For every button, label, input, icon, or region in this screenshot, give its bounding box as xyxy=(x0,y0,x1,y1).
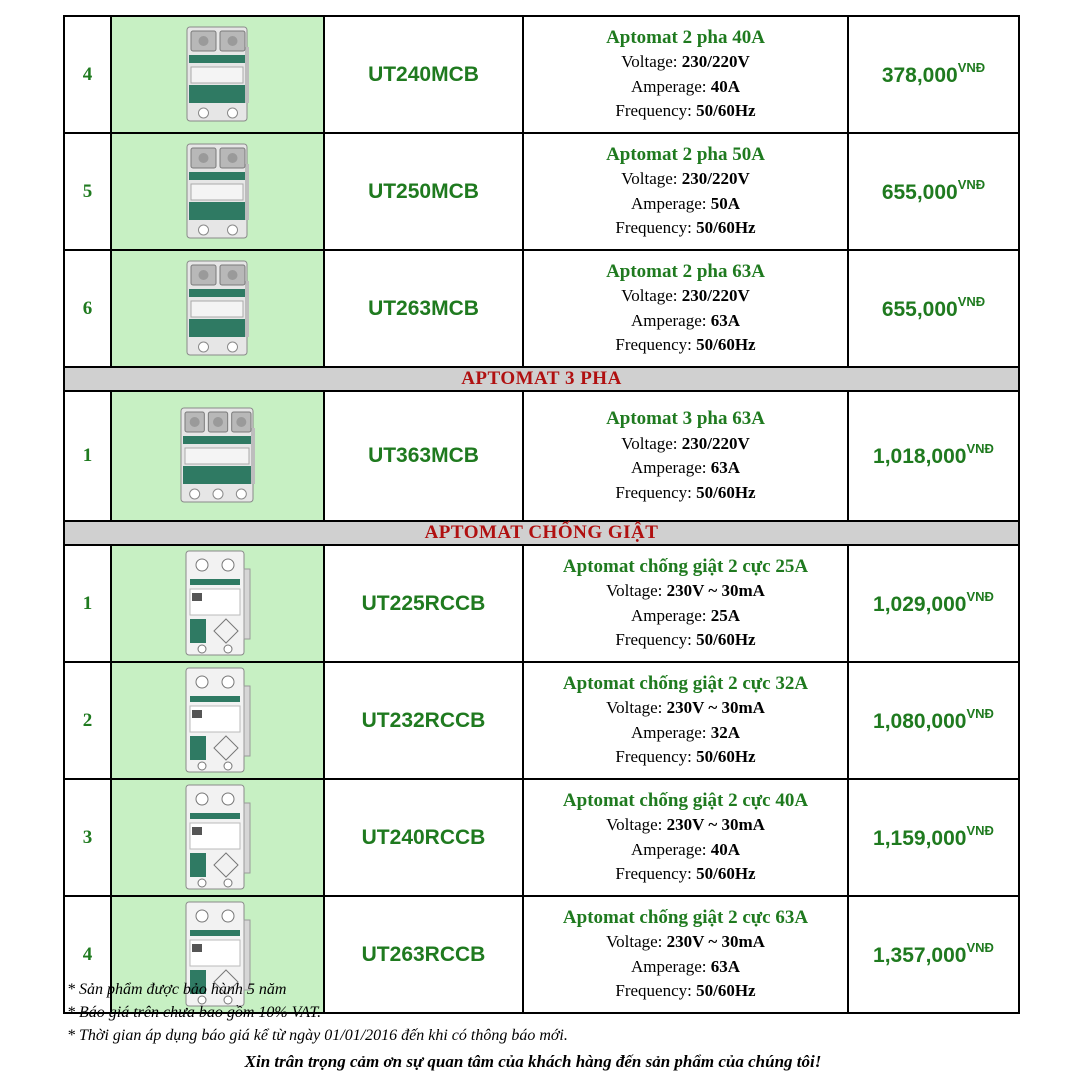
voltage-label: Voltage: xyxy=(621,433,678,453)
rccb-breaker-icon xyxy=(182,549,254,659)
product-image xyxy=(111,16,324,133)
spec-title: Aptomat chống giật 2 cực 25A xyxy=(562,555,809,577)
frequency-value: 50/60Hz xyxy=(696,747,756,766)
price-value: 1,018,000 xyxy=(873,445,967,468)
voltage-value: 230V ~ 30mA xyxy=(666,698,765,717)
voltage-value: 230V ~ 30mA xyxy=(666,815,765,834)
amperage-label: Amperage: xyxy=(630,722,707,742)
section-header-rccb: APTOMAT CHỐNG GIẬT xyxy=(64,521,1019,545)
voltage-label: Voltage: xyxy=(606,581,663,600)
frequency-value: 50/60Hz xyxy=(696,335,756,354)
spec-cell xyxy=(523,391,848,521)
row-number: 4 xyxy=(64,896,111,1013)
table-row xyxy=(64,16,1019,133)
amperage-label: Amperage: xyxy=(630,193,707,213)
amperage-value: 32A xyxy=(710,722,741,742)
amperage-label: Amperage: xyxy=(630,839,707,859)
product-image xyxy=(111,391,324,521)
table-row xyxy=(64,391,1019,521)
frequency-label: Frequency: xyxy=(615,218,692,237)
section-row xyxy=(64,521,1019,545)
spec-cell xyxy=(523,133,848,250)
price-value: 655,000 xyxy=(881,297,958,321)
section-row xyxy=(64,367,1019,391)
price-cell xyxy=(848,662,1019,779)
note-vat: * Báo giá trên chưa bao gồm 10% VAT. xyxy=(67,1004,322,1021)
amperage-label: Amperage: xyxy=(630,956,707,976)
section-header-3-phase: APTOMAT 3 PHA xyxy=(64,367,1019,391)
voltage-value: 230/220V xyxy=(681,433,750,453)
price-cell xyxy=(848,779,1019,896)
voltage-label: Voltage: xyxy=(621,286,678,305)
price-cell xyxy=(848,391,1019,521)
model-code: UT250MCB xyxy=(324,133,523,250)
product-image xyxy=(111,662,324,779)
table-row xyxy=(64,133,1019,250)
voltage-value: 230/220V xyxy=(681,52,750,71)
price-table xyxy=(63,15,1020,1014)
amperage-label: Amperage: xyxy=(630,310,707,330)
model-code: UT225RCCB xyxy=(324,545,523,662)
frequency-value: 50/60Hz xyxy=(696,630,756,649)
model-code: UT363MCB xyxy=(324,391,523,521)
currency-unit: VNĐ xyxy=(966,939,994,955)
spec-cell xyxy=(523,662,848,779)
spec-title: Aptomat 2 pha 63A xyxy=(606,260,765,282)
amperage-label: Amperage: xyxy=(630,76,707,96)
voltage-label: Voltage: xyxy=(606,815,663,834)
spec-title: Aptomat chống giật 2 cực 32A xyxy=(562,672,809,694)
frequency-label: Frequency: xyxy=(615,630,692,649)
currency-unit: VNĐ xyxy=(957,293,986,309)
amperage-value: 63A xyxy=(710,956,741,976)
amperage-value: 40A xyxy=(710,839,741,859)
voltage-value: 230V ~ 30mA xyxy=(666,581,765,600)
row-number: 4 xyxy=(64,16,111,133)
row-number: 5 xyxy=(64,133,111,250)
mcb-breaker-icon xyxy=(185,259,251,359)
price-value: 1,357,000 xyxy=(873,943,967,967)
note-validity: * Thời gian áp dụng báo giá kể từ ngày 01/01/2016 đến khi có thông báo mới. xyxy=(67,1027,568,1044)
frequency-label: Frequency: xyxy=(615,335,692,354)
row-number: 6 xyxy=(64,250,111,367)
amperage-value: 63A xyxy=(710,458,741,477)
table-row xyxy=(64,779,1019,896)
row-number: 1 xyxy=(64,545,111,662)
frequency-value: 50/60Hz xyxy=(696,218,756,237)
mcb-breaker-icon xyxy=(185,142,251,242)
price-cell xyxy=(848,250,1019,367)
currency-unit: VNĐ xyxy=(966,705,994,721)
frequency-value: 50/60Hz xyxy=(696,482,756,502)
voltage-value: 230/220V xyxy=(681,169,750,188)
frequency-value: 50/60Hz xyxy=(696,864,756,883)
currency-unit: VNĐ xyxy=(966,441,994,456)
model-code: UT263RCCB xyxy=(324,896,523,1013)
frequency-value: 50/60Hz xyxy=(696,101,756,120)
product-image xyxy=(111,545,324,662)
amperage-value: 50A xyxy=(710,193,741,213)
spec-title: Aptomat 3 pha 63A xyxy=(606,408,765,429)
voltage-label: Voltage: xyxy=(621,169,678,188)
rccb-breaker-icon xyxy=(182,666,254,776)
currency-unit: VNĐ xyxy=(957,176,986,192)
amperage-value: 40A xyxy=(710,76,741,96)
notes xyxy=(67,978,1027,1047)
spec-cell xyxy=(523,250,848,367)
spec-title: Aptomat chống giật 2 cực 40A xyxy=(562,789,809,811)
spec-cell xyxy=(523,545,848,662)
voltage-label: Voltage: xyxy=(606,932,663,951)
currency-unit: VNĐ xyxy=(957,59,986,75)
spec-cell xyxy=(523,16,848,133)
frequency-label: Frequency: xyxy=(615,981,692,1000)
price-value: 655,000 xyxy=(881,180,958,204)
frequency-label: Frequency: xyxy=(615,864,692,883)
price-table-body xyxy=(64,16,1019,1013)
table-row xyxy=(64,545,1019,662)
spec-cell xyxy=(523,779,848,896)
voltage-value: 230/220V xyxy=(681,286,750,305)
frequency-label: Frequency: xyxy=(615,101,692,120)
model-code: UT263MCB xyxy=(324,250,523,367)
row-number: 1 xyxy=(64,391,111,521)
voltage-value: 230V ~ 30mA xyxy=(666,932,765,951)
note-warranty: * Sản phẩm được bảo hành 5 năm xyxy=(67,981,287,998)
table-row xyxy=(64,662,1019,779)
model-code: UT240RCCB xyxy=(324,779,523,896)
thank-you-message: Xin trân trọng cảm ơn sự quan tâm của khách hàng đến sản phẩm của chúng tôi! xyxy=(244,1052,822,1071)
row-number: 3 xyxy=(64,779,111,896)
voltage-label: Voltage: xyxy=(621,52,678,71)
spec-title: Aptomat 2 pha 50A xyxy=(606,143,765,165)
product-image xyxy=(111,250,324,367)
price-value: 1,159,000 xyxy=(873,826,967,850)
mcb-breaker-icon xyxy=(185,25,251,125)
spec-title: Aptomat 2 pha 40A xyxy=(606,26,765,48)
rccb-breaker-icon xyxy=(182,783,254,893)
voltage-label: Voltage: xyxy=(606,698,663,717)
price-cell xyxy=(848,133,1019,250)
amperage-label: Amperage: xyxy=(630,458,707,477)
spec-title: Aptomat chống giật 2 cực 63A xyxy=(562,906,809,928)
mcb-breaker-icon xyxy=(179,406,257,506)
model-code: UT240MCB xyxy=(324,16,523,133)
table-row xyxy=(64,250,1019,367)
amperage-label: Amperage: xyxy=(630,605,707,625)
frequency-label: Frequency: xyxy=(615,482,692,502)
price-value: 1,029,000 xyxy=(873,592,967,616)
frequency-value: 50/60Hz xyxy=(696,981,756,1000)
amperage-value: 63A xyxy=(710,310,741,330)
currency-unit: VNĐ xyxy=(966,588,994,604)
price-value: 378,000 xyxy=(881,63,958,87)
amperage-value: 25A xyxy=(710,605,741,625)
price-cell xyxy=(848,545,1019,662)
frequency-label: Frequency: xyxy=(615,747,692,766)
product-image xyxy=(111,133,324,250)
row-number: 2 xyxy=(64,662,111,779)
currency-unit: VNĐ xyxy=(966,822,994,838)
model-code: UT232RCCB xyxy=(324,662,523,779)
price-value: 1,080,000 xyxy=(873,709,967,733)
price-cell xyxy=(848,16,1019,133)
product-image xyxy=(111,779,324,896)
